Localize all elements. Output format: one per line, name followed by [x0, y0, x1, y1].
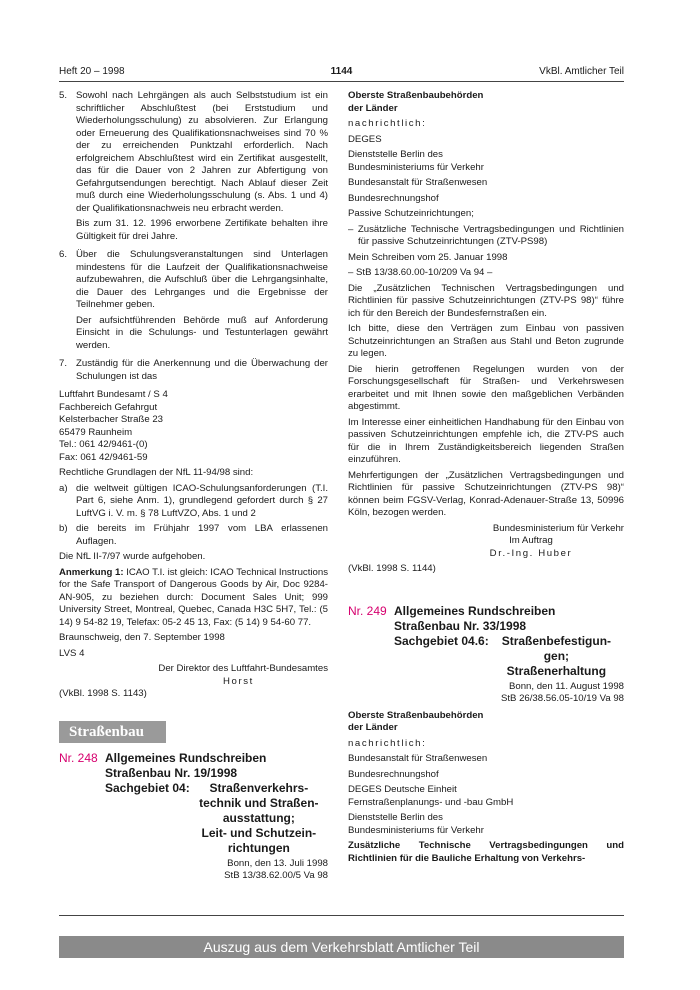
legal-basis: Rechtliche Grundlagen der NfL 11-94/98 sind:: [59, 467, 254, 478]
signer-title: Der Direktor des Luftfahrt-Bundesamtes: [158, 663, 328, 674]
recipient: Oberste Straßenbaubehörden: [348, 90, 484, 101]
signer: Dr.-Ing. Huber: [489, 547, 573, 559]
issue-number: Heft 20 – 1998: [59, 66, 125, 77]
final-heading: Zusätzliche Technische Vertragsbedingungen und Richtlinien für die Bauliche Erhaltung von Verkehrs-: [348, 840, 624, 864]
circular-date: Bonn, den 11. August 1998: [508, 680, 624, 692]
letter-ref: – StB 13/38.60.00-10/209 Va 94 –: [348, 267, 493, 278]
paragraph: Die hierin getroffenen Regelungen wurden von der Forschungsgesellschaft für Straßen- und Verkehrswesen erarbeitet und mit Ihnen sowie den maßgeblichen Verbänden abgestimmt.: [348, 363, 624, 412]
paragraph: Ich bitte, diese den Verträgen zum Einbau von passiven Schutzeinrichtungen an Straßen aus Stahl und Beton zugrunde zu legen.: [348, 323, 624, 359]
footer-banner: Auszug aus dem Verkehrsblatt Amtlicher Teil: [59, 936, 624, 958]
paragraph: Die „Zusätzlichen Technischen Vertragsbedingungen und Richtlinien für passive Schutzeinrichtungen (ZTV-PS 98)“ führe ich für den Bereich der Bundesfernstraßen ein.: [348, 282, 624, 319]
circular-file-ref: StB 13/38.62.00/5 Va 98: [224, 870, 328, 881]
item-text: Bis zum 31. 12. 1996 erworbene Zertifikate behalten ihre Gültigkeit für drei Jahre.: [76, 218, 328, 242]
repealed-note: Die NfL II-7/97 wurde aufgehoben.: [59, 551, 206, 562]
paragraph: Im Interesse einer einheitlichen Handhabung für den Einbau von passiven Schutzeinrichtungen empfehle ich, die ZTV-PS auch für die in Ihrem Zuständigkeitsbereich liegenden Straßen einzuführen.: [348, 416, 624, 465]
paragraph: Mehrfertigungen der „Zusätzlichen Vertragsbedingungen und Richtlinien für passive Schutzeinrichtungen (ZTV-PS 98)“ können beim FGSV-Verlag, Konrad-Adenauer-Straße 13, 50996 Köln, bezogen werden.: [348, 469, 624, 518]
citation: (VkBl. 1998 S. 1144): [348, 563, 436, 574]
citation: (VkBl. 1998 S. 1143): [59, 688, 147, 699]
list-item: 5. Sowohl nach Lehrgängen als auch Selbststudium ist ein schriftlicher Abschlußtest (bei Erststudium und Wiederholungsschulung) zu absolvieren. Zur Erlangung oder Erneuerung des Qualifikationsnachweises sind 70 % der zu erreichenden Punktzahl erforderlich. Nach erfolgreichem Abschlußtest wird ein Zertifikat ausgestellt, das für die Dauer von 2 Jahren zur Abfertigung von Gefahrgutsendungen berechtigt. Nach Ablauf dieser Zeit muß durch eine Wiederholungsschulung (s. Abs. 1 und 4) der Qualifikationsnachweis neu erbracht werden. Bis zum 31. 12. 1996 erworbene Zertifikate behalten ihre Gültigkeit für drei Jahre.: [59, 90, 328, 242]
ministry: Bundesministerium für Verkehr: [492, 522, 624, 534]
left-column: [59, 90, 328, 883]
circular-248: Nr. 248 Allgemeines Rundschreiben Straßenbau Nr. 19/1998 Sachgebiet 04: Straßenverkehrs- technik und Straßen- ausstattung; Leit- und Schutzein- richtungen Bonn, den 13. Juli 1998 StB 13/38.62.00/5 Va 98: [59, 750, 328, 881]
bottom-rule: [59, 915, 624, 916]
list-item: a) die weltweit gültigen ICAO-Schulungsanforderungen (T.I. Part 6, siehe Anm. 1), grundlegend gefordert durch § 27 LuftVG i. V. m. § 78 LuftVZO, Abs. 1 und 2: [59, 482, 328, 519]
list-item: 7. Zuständig für die Anerkennung und die Überwachung der Schulungen ist das: [59, 358, 328, 382]
circular-249: Nr. 249 Allgemeines Rundschreiben Straßenbau Nr. 33/1998 Sachgebiet 04.6: Straßenbefestigun- gen; Straßenerhaltung Bonn, den 11. August 1998 StB 26/38.56.05-10/19 Va 98: [348, 603, 624, 704]
subject: Passive Schutzeinrichtungen;: [348, 208, 474, 219]
subject-item: – Zusätzliche Technische Vertragsbedingungen und Richtlinien für passive Schutzeinrichtungen (ZTV-PS98): [348, 223, 624, 247]
page-header: [59, 66, 624, 80]
item-text: Zuständig für die Anerkennung und die Überwachung der Schulungen ist das: [76, 358, 328, 382]
recipient: Oberste Straßenbaubehörden: [348, 709, 484, 721]
place-date: Braunschweig, den 7. September 1998: [59, 632, 225, 643]
item-text: Über die Schulungsveranstaltungen sind Unterlagen mindestens für die Laufzeit der Qualifikationsnachweise aufzubewahren, die Aufschluß über die Lehrgangsinhalte, die Dauer des Lehrganges und die Ergebnisse der Teilnehmer geben.: [76, 249, 328, 310]
recipient: der Länder: [348, 102, 398, 114]
circular-number: Nr. 249: [348, 603, 387, 618]
annotation: Anmerkung 1: ICAO T.I. ist gleich: ICAO Technical Instructions for the Safe Transport of Dangerous Goods by Air, Doc 9284-AN-905, zu beziehen durch: Document Sales Unit; 999 University Street, Montreal, Quebec, Canada H3C 5H7, Tel.: (5 14) 9 54-82 19, Telefax: 05-2 45 13, Fax: (5 14) 9 54-60 77.: [59, 566, 328, 628]
info-label: nachrichtlich:: [348, 118, 427, 129]
right-column: Oberste Straßenbaubehörden der Länder nachrichtlich: DEGES Dienststelle Berlin des Bundesministeriums für Verkehr Bundesanstalt für Straßenwesen Bundesrechnungshof Passive Schutzeinrichtungen; – Zusätzliche Technische Vertragsbedingungen und Richtlinien für passive Schutzeinrichtungen (ZTV-PS98) Mein Schreiben vom 25. Januar 1998 – StB 13/38.60.00-10/209 Va 94 – Die „Zusätzlichen Technischen Vertragsbedingungen und Richtlinien für passive Schutzeinrichtungen (ZTV-PS 98)“ führe ich für den Bereich der Bundesfernstraßen ein. Ich bitte, diese den Verträgen zum Einbau von passiven Schutzeinrichtungen an Straßen aus Stahl und Beton zugrunde zu legen. Die hierin getroffenen Regelungen wurden von der Forschungsgesellschaft für Straßen- und Verkehrswesen erarbeitet und mit Ihnen sowie den maßgeblichen Verbänden abgestimmt. Im Interesse einer einheitlichen Handhabung für den Einbau von passiven Schutzeinrichtungen empfehle ich, die ZTV-PS auch für die in Ihrem Zuständigkeitsbereich liegenden Straßen einzuführen. Mehrfertigungen der „Zusätzlichen Vertragsbedingungen und Richtlinien für passive Schutzeinrichtungen (ZTV-PS 98)“ können beim FGSV-Verlag, Konrad-Adenauer-Straße 13, 50996 Köln, bezogen werden. Bundesministerium für Verkehr Im Auftrag Dr.-Ing. Huber (VkBl. 1998 S. 1144) Nr. 249 Allgemeines Rundschreiben Straßenbau Nr. 33/1998 Sachgebiet 04.6: Straßenbefestigun- gen; Straßenerhaltung Bonn, den 11. August 1998 StB 26/38.56.05-10/19 Va 98 Oberste Straßenbaubehörden der Länder nachrichtlich: Bundesanstalt für Straßenwesen Bundesrechnungshof DEGES Deutsche Einheit Fernstraßenplanungs- und -bau GmbH Dienststelle Berlin des Bundesministeriums für Verkehr Zusätzliche Technische Vertragsbedingungen und Richtlinien für die Bauliche Erhaltung von Verkehrs-: [348, 90, 624, 864]
signer-name: Horst: [223, 675, 254, 687]
on-behalf: Im Auftrag: [509, 535, 553, 546]
list-item: 6. Über die Schulungsveranstaltungen sind Unterlagen mindestens für die Laufzeit der Qualifikationsnachweise aufzubewahren, die Aufschluß über die Lehrgangsinhalte, die Dauer des Lehrganges und die Ergebnisse der Teilnehmer geben. Der aufsichtführenden Behörde muß auf Anforderung Einsicht in die Schulungs- und Testunterlagen gewährt werden.: [59, 249, 328, 351]
header-rule: [59, 81, 624, 82]
item-text: Der aufsichtführenden Behörde muß auf Anforderung Einsicht in die Schulungs- und Testunterlagen gewährt werden.: [76, 314, 328, 351]
circular-file-ref: StB 26/38.56.05-10/19 Va 98: [500, 693, 624, 704]
section-heading: Straßenbau: [59, 721, 166, 743]
page-number: 1144: [330, 66, 353, 77]
recipient: der Länder: [348, 722, 398, 733]
item-text: Sowohl nach Lehrgängen als auch Selbststudium ist ein schriftlicher Abschlußtest (bei Erststudium und Wiederholungsschulung) zu absolvieren. Zur Erlangung oder Erneuerung des Qualifikationsnachweises sind 70 % der zu erreichenden Punktzahl erforderlich. Nach erfolgreichem Abschlußtest wird ein Zertifikat ausgestellt, das für die Dauer von 2 Jahren zur Abfertigung von Gefahrgutsendungen berechtigt. Nach Ablauf dieser Zeit muß durch eine Wiederholungsschulung (s. Abs. 1 und 4) der Qualifikationsnachweis neu erbracht werden.: [76, 90, 328, 214]
address-block: Luftfahrt Bundesamt / S 4 Fachbereich Gefahrgut Kelsterbacher Straße 23 65479 Raunheim Tel.: 061 42/9461-(0) Fax: 061 42/9461-59: [59, 389, 168, 463]
my-letter: Mein Schreiben vom 25. Januar 1998: [348, 251, 508, 263]
circular-date: Bonn, den 13. Juli 1998: [227, 857, 328, 869]
reference: LVS 4: [59, 647, 85, 659]
list-item: b) die bereits im Frühjahr 1997 vom LBA erlassenen Auflagen.: [59, 523, 328, 547]
circular-number: Nr. 248: [59, 750, 98, 765]
info-label: nachrichtlich:: [348, 737, 427, 749]
journal-name: VkBl. Amtlicher Teil: [539, 66, 624, 77]
